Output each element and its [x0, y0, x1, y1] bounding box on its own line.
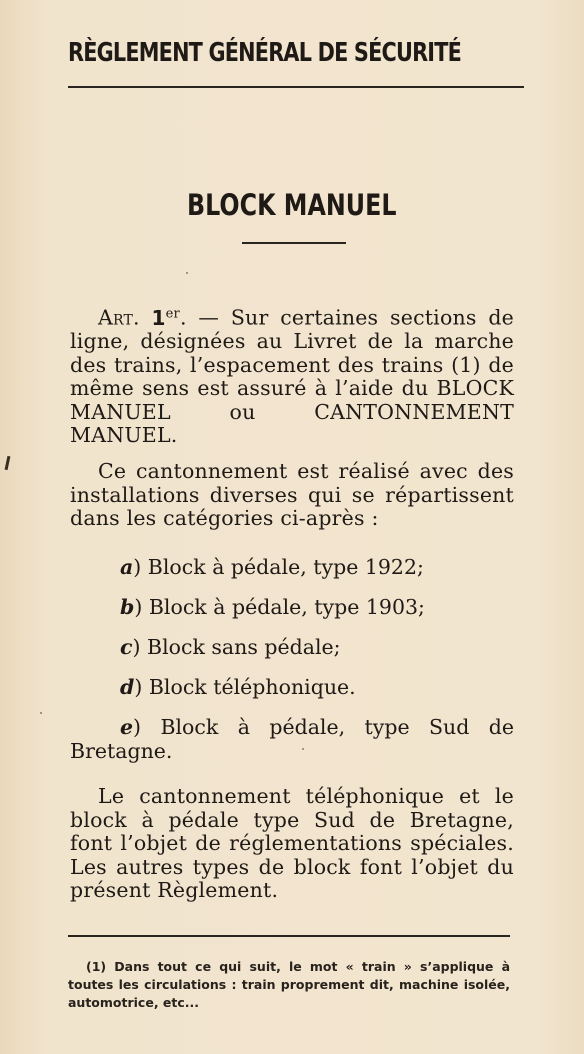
article-number: 1er [151, 305, 180, 330]
article-text: . — Sur certaines sections de ligne, désignées au Livret de la marche des trains, l’espacement des trains (1) de même sens est assuré à l’aide du BLOCK MANUEL ou CANTONNEMENT MANUEL. [70, 305, 514, 448]
list-item-text: ) Block à pédale, type Sud de Bretagne. [70, 715, 514, 763]
paper-speck [40, 712, 42, 714]
list-item [70, 636, 514, 660]
margin-ink-mark [5, 456, 11, 470]
paper-speck [186, 272, 188, 274]
closing-paragraph [70, 785, 514, 903]
paper-speck [302, 748, 304, 750]
footnote [68, 958, 510, 1012]
list-item-letter: d [120, 675, 135, 699]
header-rule [68, 86, 524, 88]
list-item-text: ) Block à pédale, type 1922; [133, 555, 424, 579]
running-head: RÈGLEMENT GÉNÉRAL DE SÉCURITÉ [68, 38, 462, 68]
list-item-letter: a [120, 555, 134, 579]
list-item-letter: e [120, 715, 134, 739]
list-item [70, 716, 514, 763]
section-title [0, 188, 584, 222]
list-item [70, 676, 514, 700]
list-item-text: ) Block téléphonique. [134, 675, 356, 699]
article-label: Art. [98, 305, 140, 330]
article-1-paragraph [70, 302, 514, 448]
footnote-text: (1) Dans tout ce qui suit, le mot « train » s’applique à toutes les circulations : train proprement dit, machine isolée, automotrice, etc... [68, 959, 510, 1010]
closing-paragraph-text: Le cantonnement téléphonique et le block à pédale type Sud de Bretagne, font l’objet de réglementations spéciales. Les autres types de block font l’objet du présent Règlement. [70, 784, 514, 902]
list-item-text: ) Block à pédale, type 1903; [134, 595, 425, 619]
list-item-letter: b [120, 595, 135, 619]
list-item-text: ) Block sans pédale; [132, 635, 341, 659]
list-item [70, 556, 514, 580]
list-item [70, 596, 514, 620]
footnote-rule [68, 935, 510, 937]
section-title-text: BLOCK MANUEL [187, 188, 397, 222]
list-item-letter: c [120, 635, 133, 659]
categories-intro-text: Ce cantonnement est réalisé avec des installations diverses qui se répartissent dans les catégories ci-après : [70, 459, 514, 530]
categories-intro-paragraph [70, 460, 514, 531]
title-rule [242, 242, 346, 244]
